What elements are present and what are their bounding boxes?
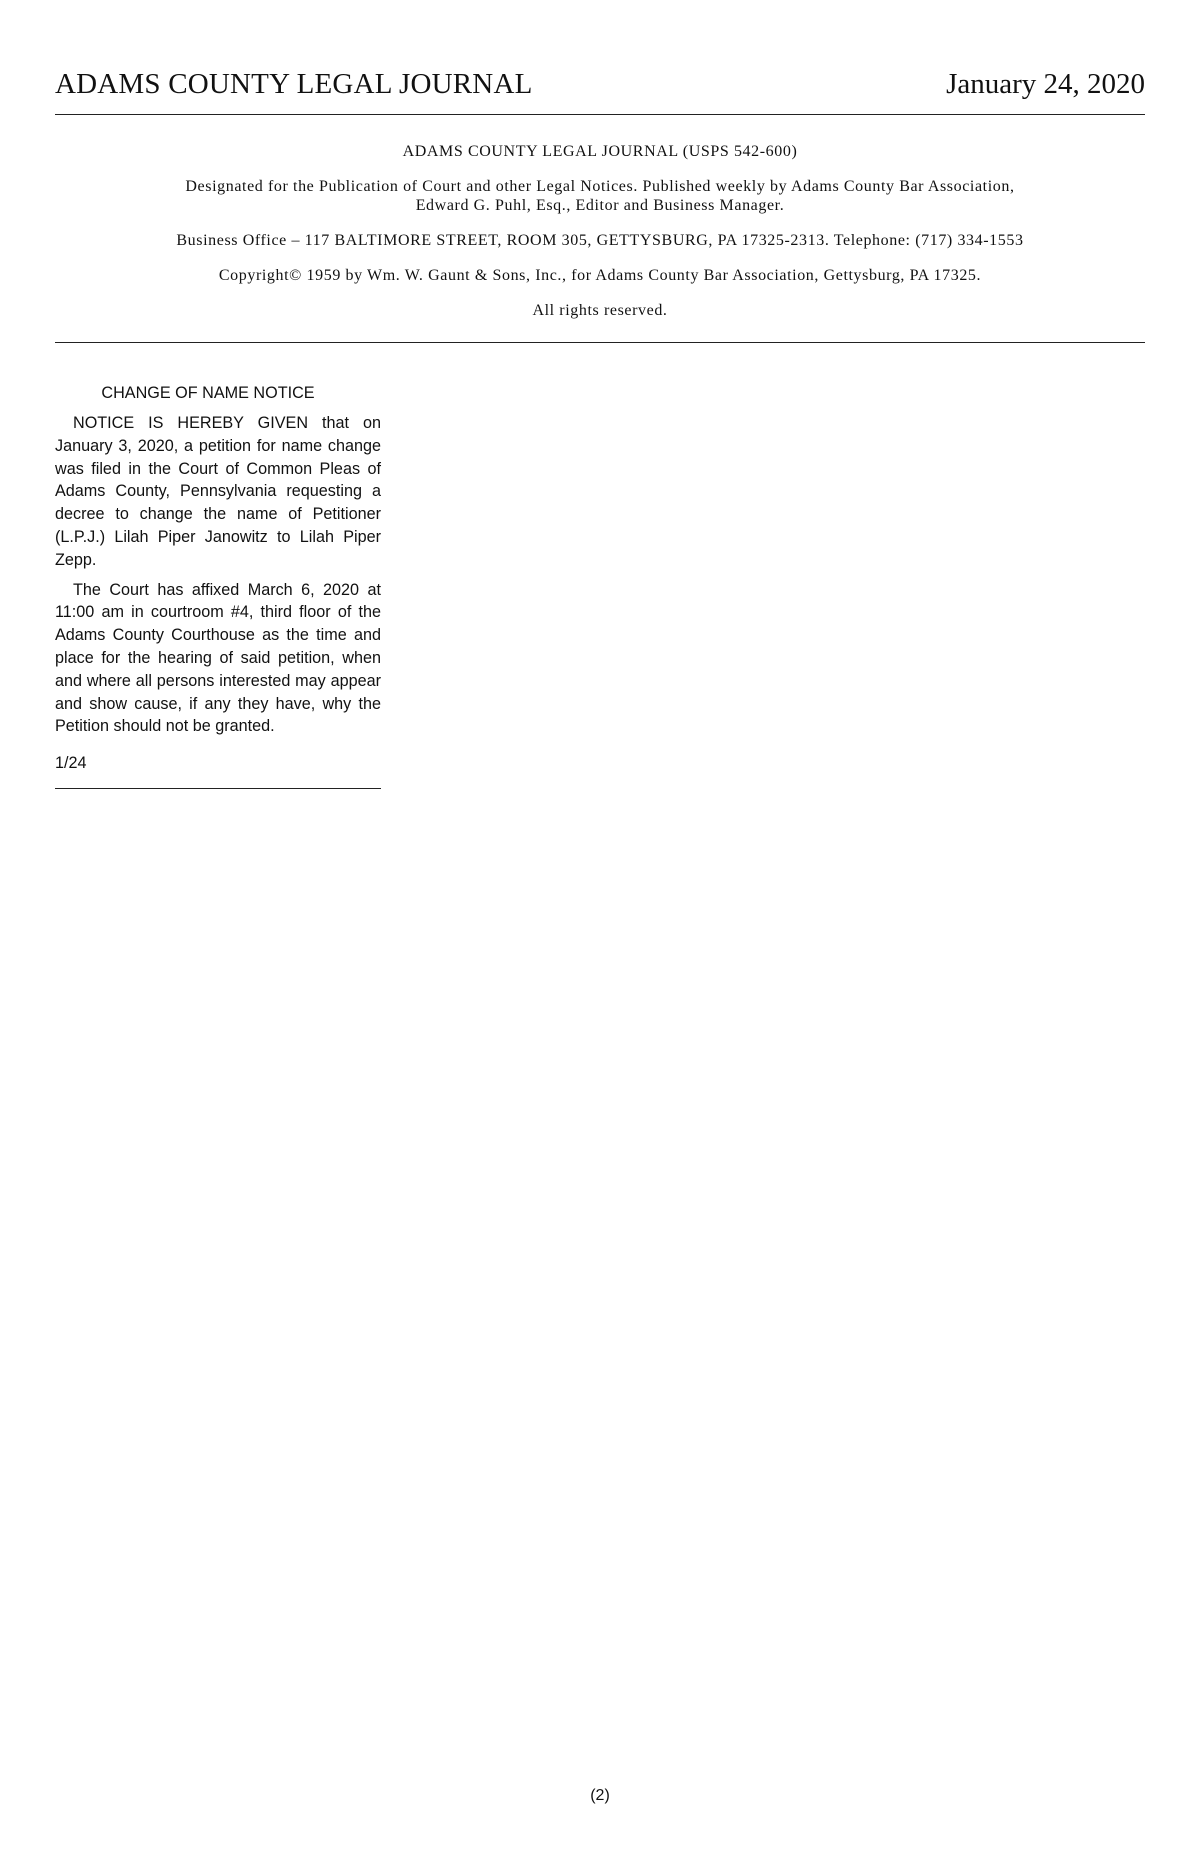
notice-publication-date: 1/24 xyxy=(55,754,87,773)
masthead xyxy=(55,138,1145,343)
change-of-name-notice xyxy=(55,382,381,789)
masthead-rights: All rights reserved. xyxy=(532,302,668,319)
notice-heading: CHANGE OF NAME NOTICE xyxy=(101,384,315,402)
issue-date: January 24, 2020 xyxy=(946,68,1145,100)
masthead-title: ADAMS COUNTY LEGAL JOURNAL (USPS 542-600) xyxy=(402,143,798,160)
notice-paragraph: NOTICE IS HEREBY GIVEN that on January 3, 2020, a petition for name change was filed in the Court of Common Pleas of Adams County, Pennsylvania requesting a decree to change the name of Petitioner (L.P.J.) Lilah Piper Janowitz to Lilah Piper Zepp. xyxy=(55,414,381,569)
page-header xyxy=(55,62,1145,115)
masthead-designation-line1: Designated for the Publication of Court and other Legal Notices. Published weekly by Adams County Bar Association, xyxy=(185,178,1015,195)
masthead-copyright: Copyright© 1959 by Wm. W. Gaunt & Sons, Inc., for Adams County Bar Association, Gettysburg, PA 17325. xyxy=(218,267,982,284)
journal-name: ADAMS COUNTY LEGAL JOURNAL xyxy=(55,68,533,100)
masthead-designation-line2: Edward G. Puhl, Esq., Editor and Business Manager. xyxy=(415,197,785,214)
notice-divider xyxy=(55,788,381,789)
notice-paragraph: The Court has affixed March 6, 2020 at 11:00 am in courtroom #4, third floor of the Adams County Courthouse as the time and place for the hearing of said petition, when and where all persons interested may appear and show cause, if any they have, why the Petition should not be granted. xyxy=(55,580,381,736)
page-number: (2) xyxy=(590,1787,610,1804)
masthead-business-office: Business Office – 117 BALTIMORE STREET, ROOM 305, GETTYSBURG, PA 17325-2313. Telephone: (717) 334-1553 xyxy=(176,232,1024,249)
